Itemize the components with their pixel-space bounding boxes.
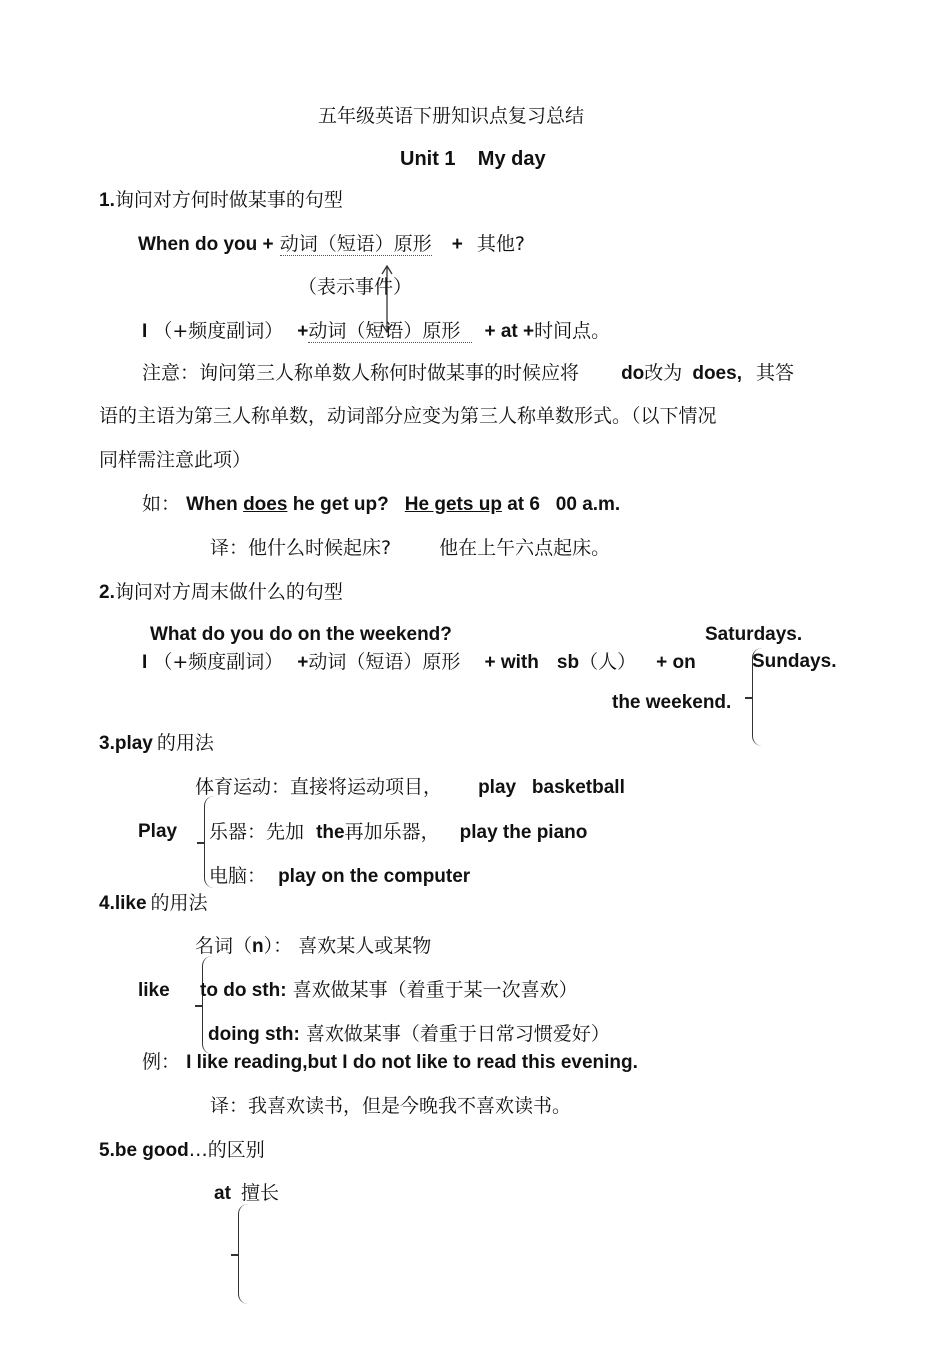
- s4-example: [142, 1050, 638, 1075]
- s2-option-weekend: the weekend.: [612, 692, 732, 713]
- s4-noun-n: n: [252, 936, 264, 957]
- section-3-text: 的用法: [156, 732, 214, 754]
- s1-note-answer: 其答: [756, 362, 795, 384]
- s5-at-desc: 擅长: [240, 1182, 279, 1204]
- section-2-number: 2.: [99, 582, 115, 603]
- s4-noun-label-2: ）：: [263, 935, 293, 957]
- s2-a-verb: 动词（短语）原形: [308, 651, 461, 673]
- s4-translation-text: 我喜欢读书，但是今晚我不喜欢读书。: [248, 1095, 572, 1117]
- s5-at: at: [214, 1183, 231, 1204]
- s2-answer-pattern: [142, 650, 696, 675]
- s1-note-text: 注意：询问第三人称单数人称何时做某事的时候应将: [142, 362, 580, 384]
- s1-q-prefix: When do you +: [138, 234, 274, 255]
- s2-question: What do you do on the weekend?: [150, 624, 452, 645]
- section-2-heading: [99, 580, 343, 605]
- s2-brace: [752, 648, 767, 746]
- s1-note-does: does,: [692, 363, 742, 384]
- s1-note-line-3: 同样需注意此项）: [99, 449, 252, 471]
- s1-a-at: + at +: [484, 321, 535, 342]
- section-1-heading: [99, 188, 343, 213]
- section-5-text: …的区别: [188, 1139, 265, 1161]
- s4-example-text: I like reading,but I do not like to read this evening.: [186, 1052, 638, 1073]
- s1-example-q1: When: [186, 494, 244, 515]
- s4-translation: [210, 1094, 571, 1118]
- s2-a-adverb: （+频度副词）: [153, 651, 284, 673]
- s1-answer-pattern: [142, 319, 610, 344]
- section-1-number: 1.: [99, 190, 115, 211]
- s4-noun-label: 名词（: [195, 935, 253, 957]
- section-3-heading: [99, 731, 214, 756]
- s1-translation-q: 他什么时候起床?: [248, 537, 392, 559]
- s3-sport-example: play basketball: [478, 777, 625, 798]
- section-1-text: 询问对方何时做某事的句型: [114, 189, 343, 211]
- s3-instrument-the: the: [316, 822, 345, 843]
- s4-like-label: like: [138, 980, 170, 1001]
- s3-sport-row: [195, 775, 625, 800]
- s4-noun-desc: 喜欢某人或某物: [298, 935, 432, 957]
- s1-a-adverb: （+频度副词）: [153, 320, 284, 342]
- s2-a-plus: +: [297, 652, 309, 673]
- s2-option-saturdays: Saturdays.: [705, 624, 803, 645]
- s1-q-other: 其他?: [476, 233, 525, 255]
- s1-translation-a: 他在上午六点起床。: [439, 537, 611, 559]
- s2-a-subject: I: [142, 652, 148, 673]
- s3-computer-label: 电脑：: [209, 865, 267, 887]
- s4-example-label: 例：: [142, 1051, 181, 1073]
- s1-a-verb: 动词（短语）原形: [308, 320, 472, 343]
- s1-example-does: does: [243, 494, 288, 515]
- s4-translation-label: 译：: [210, 1095, 249, 1117]
- s1-note-line-1: [142, 361, 794, 386]
- s1-a-time: 时间点。: [534, 320, 611, 342]
- s1-a-plus: +: [297, 321, 309, 342]
- s1-translation-label: 译：: [210, 537, 249, 559]
- s4-doing-row: [208, 1022, 610, 1047]
- s1-example-q2: he get up?: [287, 494, 389, 515]
- section-2-text: 询问对方周末做什么的句型: [114, 581, 343, 603]
- s3-computer-row: [209, 864, 470, 889]
- s4-to-do: to do sth:: [200, 980, 287, 1001]
- s3-instrument-label-2: 再加乐器，: [344, 821, 440, 843]
- s2-a-on: + on: [656, 652, 696, 673]
- s4-to-do-row: [200, 978, 578, 1003]
- s4-to-do-desc: 喜欢做某事（着重于某一次喜欢）: [292, 979, 578, 1001]
- s3-play-label: Play: [138, 821, 178, 842]
- s2-a-person: （人）: [579, 651, 637, 673]
- s4-doing: doing sth:: [208, 1024, 300, 1045]
- s1-translation: [210, 536, 610, 560]
- s1-note-change: 改为: [644, 362, 683, 384]
- s3-computer-example: play on the computer: [278, 866, 471, 887]
- section-4-text: 的用法: [150, 892, 208, 914]
- s1-q-plus: +: [451, 234, 463, 255]
- s1-q-verb: 动词（短语）原形: [279, 233, 432, 255]
- s3-sport-label: 体育运动：直接将运动项目，: [195, 776, 443, 798]
- s4-doing-desc: 喜欢做某事（着重于日常习惯爱好）: [305, 1023, 610, 1045]
- s3-instrument-row: [209, 820, 587, 845]
- s5-at-row: [214, 1181, 279, 1206]
- s1-example-a2: at 6 00 a.m.: [501, 494, 621, 515]
- section-4-number: 4.like: [99, 893, 147, 914]
- page-title: 五年级英语下册知识点复习总结: [318, 105, 585, 127]
- s1-question-pattern: [138, 232, 525, 257]
- s1-a-subject: I: [142, 321, 148, 342]
- s3-instrument-example: play the piano: [459, 822, 588, 843]
- s1-example: [142, 492, 620, 517]
- s5-brace: [238, 1204, 253, 1304]
- section-5-heading: [99, 1138, 265, 1163]
- section-5-number: 5.be good: [99, 1140, 189, 1161]
- s2-a-sb: sb: [556, 652, 580, 673]
- s3-instrument-label: 乐器：先加: [209, 821, 305, 843]
- section-4-heading: [99, 891, 208, 916]
- s1-example-label: 如：: [142, 493, 181, 515]
- s2-a-with: + with: [484, 652, 539, 673]
- s1-note-line-2: 语的主语为第三人称单数，动词部分应变为第三人称单数形式。（以下情况: [99, 405, 717, 427]
- s1-event-note: （表示事件）: [298, 276, 413, 298]
- unit-title: Unit 1 My day: [400, 148, 546, 170]
- s2-option-sundays: Sundays.: [752, 651, 837, 672]
- s1-note-do: do: [621, 363, 645, 384]
- s1-example-a1: He gets up: [404, 494, 502, 515]
- s4-noun-row: [195, 934, 431, 959]
- section-3-number: 3.play: [99, 733, 153, 754]
